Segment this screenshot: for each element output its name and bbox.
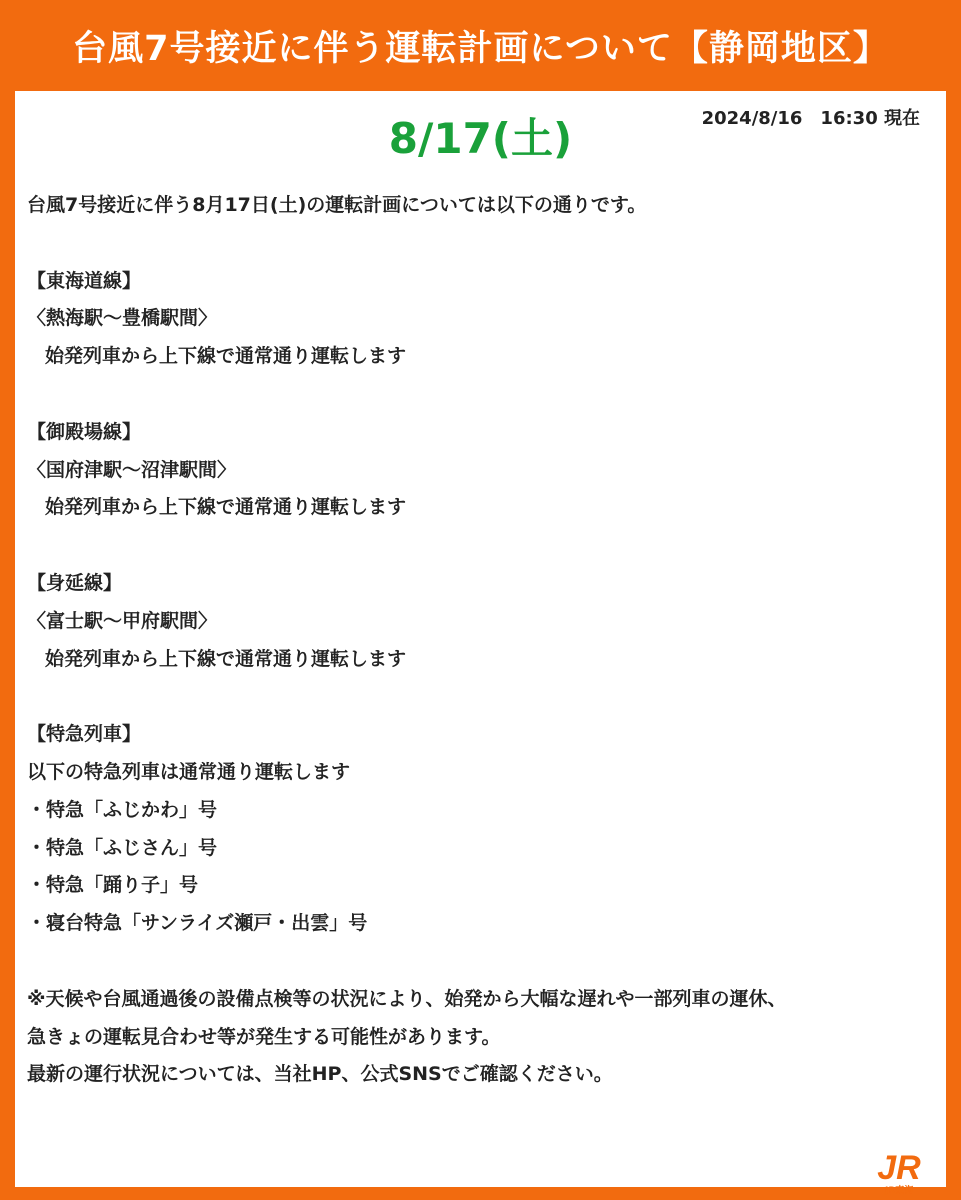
- section-range-minobu: 〈富士駅～甲府駅間〉: [27, 609, 218, 632]
- jr-central-logo: [867, 1150, 931, 1194]
- intro-text: 台風7号接近に伴う8月17日(土)の運転計画については以下の通りです。: [27, 194, 647, 216]
- logo-caption: JR東海: [885, 1186, 914, 1196]
- spacer: [27, 527, 932, 565]
- express-item: ・特急「踊り子」号: [27, 874, 199, 897]
- page-title: 台風7号接近に伴う運転計画について【静岡地区】: [72, 28, 889, 69]
- express-lead: 以下の特急列車は通常通り運転します: [27, 760, 351, 783]
- express-item: ・特急「ふじさん」号: [27, 836, 218, 859]
- service-date: 8/17(土): [388, 114, 573, 163]
- update-timestamp: 2024/8/16 16:30 現在: [701, 108, 920, 129]
- section-status-tokaido: 始発列車から上下線で通常通り運転します: [45, 345, 407, 368]
- notice-panel: [15, 91, 946, 1187]
- section-status-gotemba: 始発列車から上下線で通常通り運転します: [45, 496, 407, 519]
- jr-logo-mark-text: JR: [877, 1150, 921, 1184]
- express-heading: 【特急列車】: [27, 723, 142, 746]
- section-heading-minobu: 【身延線】: [27, 571, 123, 594]
- spacer: [27, 376, 932, 414]
- caution-line: ※天候や台風通過後の設備点検等の状況により、始発から大幅な遅れや一部列車の運休、: [27, 987, 787, 1010]
- spacer: [27, 943, 932, 981]
- section-range-tokaido: 〈熱海駅～豊橋駅間〉: [27, 307, 218, 330]
- section-heading-tokaido: 【東海道線】: [27, 269, 142, 292]
- express-item: ・特急「ふじかわ」号: [27, 798, 218, 821]
- express-item: ・寝台特急「サンライズ瀬戸・出雲」号: [27, 912, 368, 935]
- section-heading-gotemba: 【御殿場線】: [27, 420, 142, 443]
- section-range-gotemba: 〈国府津駅～沼津駅間〉: [27, 458, 237, 481]
- notice-header: [0, 0, 961, 91]
- spacer: [27, 678, 932, 716]
- notice-body: [27, 187, 932, 1094]
- spacer: [27, 225, 932, 263]
- section-status-minobu: 始発列車から上下線で通常通り運転します: [45, 647, 407, 670]
- caution-line: 急きょの運転見合わせ等が発生する可能性があります。: [27, 1025, 501, 1048]
- caution-line: 最新の運行状況については、当社HP、公式SNSでご確認ください。: [27, 1063, 613, 1086]
- jr-logo-icon: [867, 1150, 931, 1184]
